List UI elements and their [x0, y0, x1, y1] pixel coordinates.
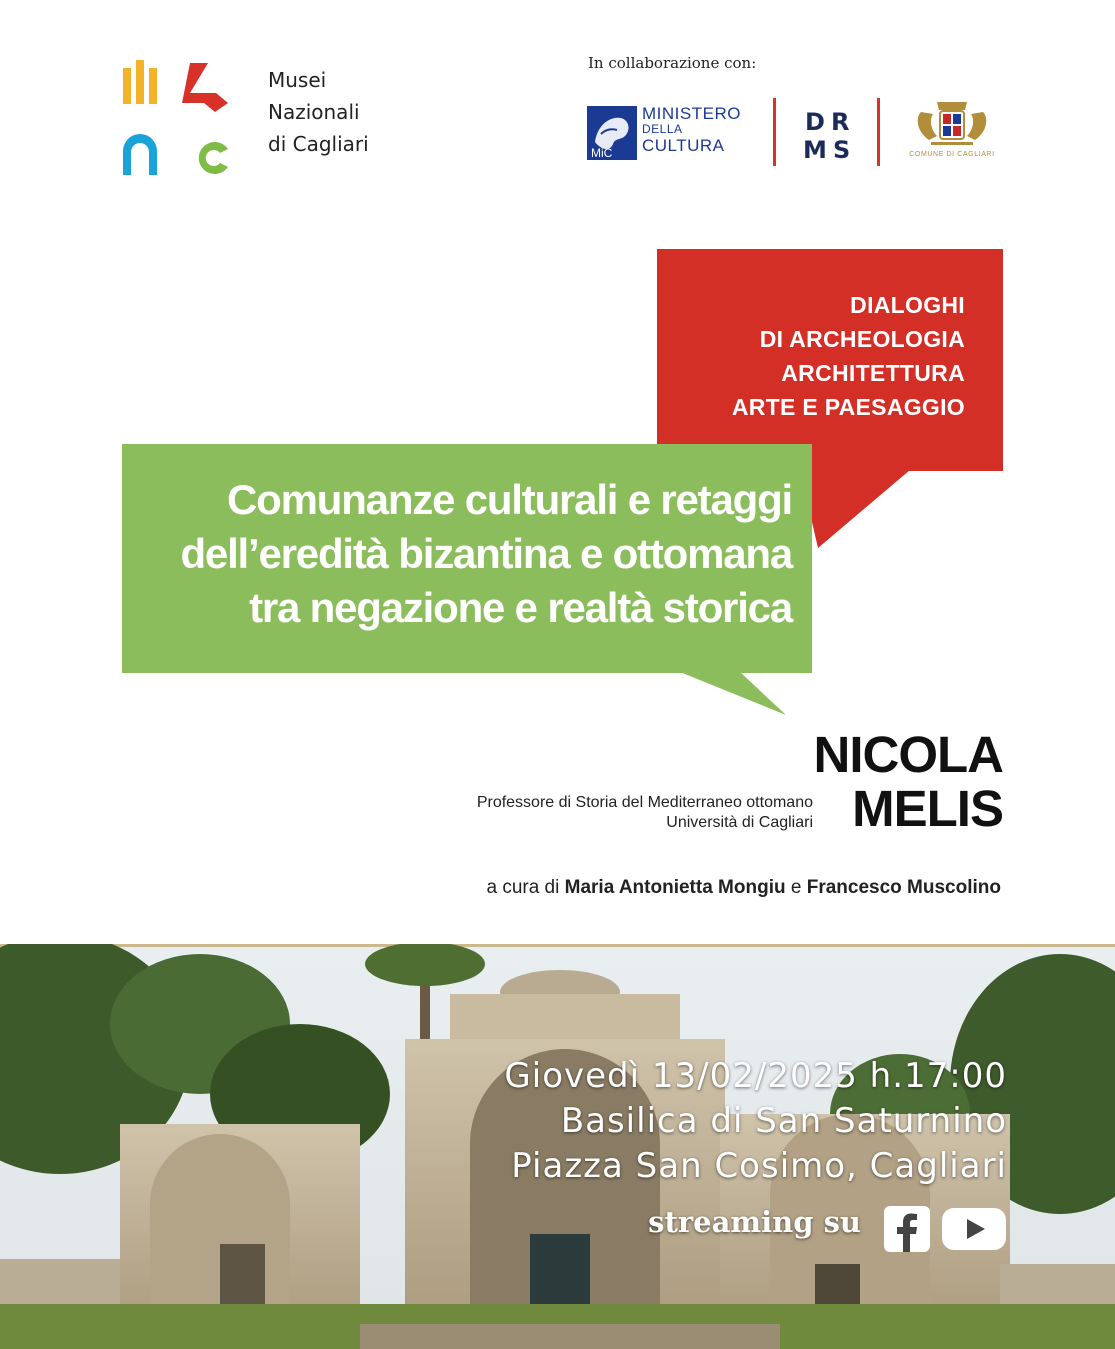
- museum-name-line: Musei: [268, 68, 327, 92]
- series-title-line: DI ARCHEOLOGIA: [759, 326, 965, 352]
- mic-line: MINISTERO: [642, 104, 741, 123]
- museum-name-line: di Cagliari: [268, 132, 369, 156]
- comune-name: COMUNE DI CAGLIARI: [909, 151, 995, 158]
- series-title-line: ARCHITETTURA: [781, 360, 965, 386]
- mic-line: DELLA: [642, 122, 683, 136]
- talk-title-line: dell’eredità bizantina e ottomana: [180, 530, 792, 577]
- speaker-institution: Università di Cagliari: [666, 814, 813, 831]
- series-title-line: ARTE E PAESAGGIO: [731, 394, 965, 420]
- mnc-logo: [120, 55, 240, 180]
- curator-name: Maria Antonietta Mongiu: [564, 877, 786, 898]
- mic-line: CULTURA: [642, 136, 725, 155]
- event-info: [504, 1054, 1007, 1189]
- youtube-icon[interactable]: [942, 1208, 1006, 1250]
- talk-title-line: Comunanze culturali e retaggi: [227, 476, 792, 523]
- partner-divider: [773, 98, 776, 166]
- event-venue: Basilica di San Saturnino: [560, 1101, 1007, 1141]
- speaker-role: Professore di Storia del Mediterraneo ottomano: [476, 794, 813, 811]
- drms-letter: S: [833, 136, 851, 162]
- talk-title-bubble-tail: [680, 672, 790, 717]
- museum-name-line: Nazionali: [268, 100, 360, 124]
- curators-connector: e: [790, 877, 802, 898]
- facebook-icon[interactable]: [884, 1206, 930, 1252]
- curators-line: [486, 877, 1001, 899]
- mic-name: [642, 104, 741, 155]
- curators-prefix: a cura di: [486, 877, 560, 898]
- curator-name: Francesco Muscolino: [806, 877, 1001, 898]
- talk-title-line: tra negazione e realtà storica: [249, 584, 792, 631]
- series-title-line: DIALOGHI: [850, 292, 965, 318]
- drms-letter: D: [805, 108, 825, 136]
- drms-logo: [803, 106, 859, 162]
- speaker-last-name: MELIS: [852, 780, 1003, 837]
- speaker-affiliation: [477, 793, 813, 833]
- drms-letter: R: [831, 108, 850, 136]
- partner-divider: [877, 98, 880, 166]
- series-bubble-tail: [800, 470, 920, 550]
- streaming-label: streaming su: [648, 1205, 861, 1239]
- event-address: Piazza San Cosimo, Cagliari: [511, 1146, 1007, 1186]
- talk-title: [180, 473, 792, 635]
- collab-label: In collaborazione con:: [588, 54, 757, 72]
- speaker-first-name: NICOLA: [813, 726, 1003, 783]
- mic-badge-text: MiC: [591, 146, 613, 160]
- event-date-time: Giovedì 13/02/2025 h.17:00: [504, 1056, 1007, 1096]
- speaker-name: [814, 728, 1003, 836]
- series-title: [732, 288, 965, 424]
- museum-name: [268, 64, 428, 160]
- drms-letter: M: [803, 136, 827, 162]
